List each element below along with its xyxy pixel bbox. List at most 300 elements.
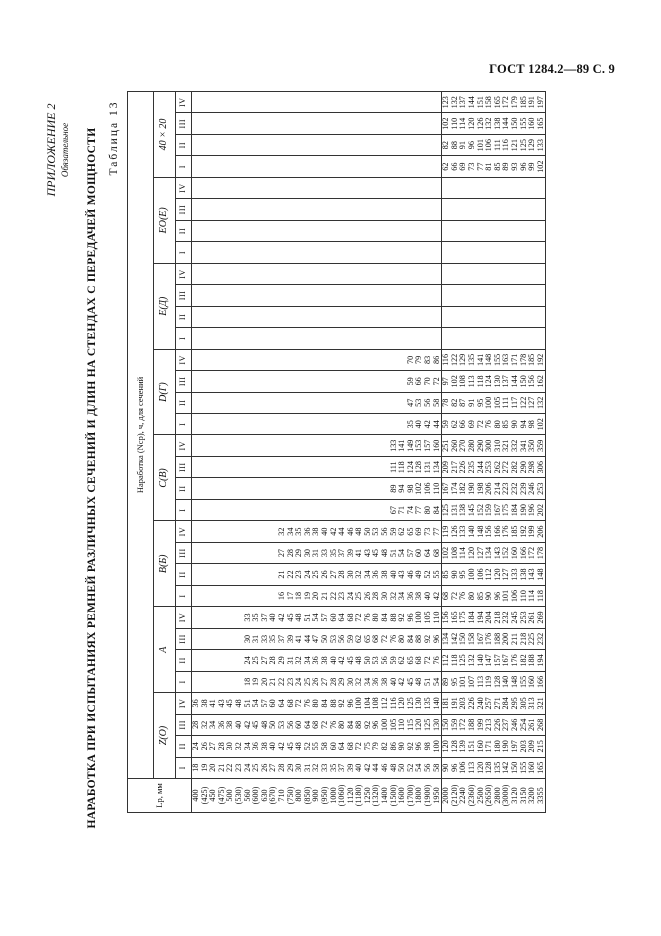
value-text: 125 bbox=[458, 654, 468, 667]
value-text: 135 bbox=[467, 353, 476, 366]
value-text: 79 bbox=[414, 355, 424, 364]
value-text: 84 bbox=[319, 699, 329, 708]
value-text: 105 bbox=[388, 718, 398, 731]
value-text: 244 bbox=[475, 461, 485, 474]
value-text: 31 bbox=[285, 656, 295, 665]
value-text: 102 bbox=[449, 375, 459, 388]
value-text bbox=[192, 93, 201, 111]
value-text: 166 bbox=[518, 546, 528, 560]
value-text: 114 bbox=[527, 590, 537, 603]
value-cell bbox=[192, 285, 442, 306]
value-text: 261 bbox=[527, 611, 537, 624]
length-value: 560 bbox=[242, 789, 252, 802]
value-text: 27 bbox=[259, 656, 269, 665]
class-header: II bbox=[176, 134, 192, 155]
value-cell bbox=[442, 714, 546, 735]
value-text: 132 bbox=[484, 117, 494, 130]
value-text: 64 bbox=[337, 613, 347, 622]
class-header: II bbox=[176, 306, 192, 327]
value-text: 93 bbox=[509, 162, 519, 171]
value-text: 120 bbox=[475, 761, 485, 774]
value-text: 89 bbox=[388, 484, 398, 493]
group-header: Наработка (Nср), ч, для сечений bbox=[128, 92, 154, 779]
value-cell bbox=[442, 628, 546, 649]
class-header: II bbox=[176, 736, 192, 757]
value-text: 82 bbox=[449, 398, 459, 407]
length-value: 3200 bbox=[527, 787, 537, 804]
value-text: 295 bbox=[509, 697, 519, 710]
value-text: 59 bbox=[345, 634, 355, 644]
length-cell bbox=[442, 779, 546, 813]
value-text: 124 bbox=[405, 461, 415, 474]
value-text: 46 bbox=[345, 527, 355, 536]
value-text: 305 bbox=[518, 697, 528, 710]
value-text: 272 bbox=[501, 461, 511, 474]
value-text: 68 bbox=[371, 634, 381, 644]
value-text: 111 bbox=[388, 461, 398, 474]
value-text: 52 bbox=[302, 742, 312, 751]
length-value: 1400 bbox=[380, 787, 390, 804]
value-text: 56 bbox=[380, 527, 390, 536]
value-text: 70 bbox=[423, 377, 433, 386]
value-text bbox=[192, 308, 201, 326]
value-text: 69 bbox=[414, 527, 424, 536]
value-text: 155 bbox=[518, 117, 528, 130]
value-text: 118 bbox=[475, 375, 485, 388]
class-header: III bbox=[176, 542, 192, 563]
length-value: 710 bbox=[276, 789, 286, 802]
value-text: 60 bbox=[414, 548, 424, 558]
value-text: 44 bbox=[337, 527, 347, 536]
value-text: 180 bbox=[492, 740, 502, 753]
value-text: 245 bbox=[509, 611, 519, 624]
value-text: 112 bbox=[441, 654, 451, 667]
value-text: 135 bbox=[492, 761, 502, 774]
value-text: 185 bbox=[527, 353, 537, 366]
value-text: 203 bbox=[458, 697, 468, 710]
value-text bbox=[442, 329, 451, 347]
value-text: 119 bbox=[441, 525, 451, 538]
length-value: (2120) bbox=[449, 784, 459, 807]
value-text: 157 bbox=[423, 439, 433, 452]
value-text: 54 bbox=[414, 763, 424, 772]
value-text: 269 bbox=[535, 611, 545, 624]
value-text: 27 bbox=[268, 763, 278, 772]
value-text: 67 bbox=[388, 506, 398, 515]
value-text: 120 bbox=[414, 718, 424, 731]
value-text: 341 bbox=[518, 439, 528, 452]
value-text: 125 bbox=[405, 697, 415, 710]
value-text: 59 bbox=[405, 377, 415, 386]
value-text: 45 bbox=[405, 677, 415, 686]
value-text: 134 bbox=[431, 461, 441, 474]
value-text: 62 bbox=[397, 656, 407, 665]
value-text: 25 bbox=[251, 763, 261, 772]
value-text: 21 bbox=[319, 591, 329, 601]
value-text: 45 bbox=[371, 548, 381, 558]
value-text: 18 bbox=[294, 591, 304, 601]
value-text: 110 bbox=[397, 718, 407, 731]
value-text: 36 bbox=[405, 591, 415, 601]
length-value: 1600 bbox=[397, 787, 407, 804]
value-text: 147 bbox=[484, 654, 494, 667]
value-text: 69 bbox=[467, 420, 476, 429]
value-text: 29 bbox=[276, 656, 286, 665]
value-text: 141 bbox=[475, 353, 485, 366]
value-text: 44 bbox=[431, 420, 441, 429]
value-text: 190 bbox=[518, 504, 528, 517]
length-value: 3355 bbox=[535, 787, 545, 804]
value-text: 160 bbox=[475, 740, 485, 753]
value-text: 85 bbox=[492, 162, 502, 171]
value-text: 92 bbox=[397, 613, 407, 622]
value-text: 42 bbox=[242, 720, 252, 729]
value-text: 55 bbox=[311, 742, 321, 751]
value-text: 18 bbox=[242, 677, 252, 686]
value-text: 223 bbox=[501, 482, 511, 495]
value-text: 199 bbox=[527, 525, 537, 538]
value-text: 218 bbox=[518, 632, 528, 646]
value-text: 131 bbox=[423, 461, 433, 474]
value-text: 77 bbox=[431, 527, 441, 536]
value-text: 133 bbox=[509, 568, 519, 581]
value-text: 148 bbox=[535, 568, 545, 581]
value-text bbox=[442, 286, 451, 304]
value-text: 52 bbox=[423, 570, 433, 579]
value-text: 32 bbox=[294, 656, 304, 665]
value-text: 150 bbox=[441, 718, 451, 731]
appendix-label bbox=[44, 104, 72, 197]
value-text: 172 bbox=[501, 96, 511, 109]
value-text: 68 bbox=[431, 548, 441, 558]
value-text: 27 bbox=[319, 677, 329, 686]
value-text bbox=[192, 286, 201, 304]
value-text: 120 bbox=[467, 546, 476, 560]
value-text: 24 bbox=[294, 677, 304, 686]
value-text: 140 bbox=[501, 675, 511, 689]
value-text: 144 bbox=[467, 96, 476, 109]
class-header: IV bbox=[176, 177, 192, 198]
value-text: 26 bbox=[319, 570, 329, 579]
value-text: 88 bbox=[414, 634, 424, 644]
value-text: 28 bbox=[337, 570, 347, 579]
value-text: 76 bbox=[484, 420, 494, 429]
value-cell bbox=[442, 134, 546, 155]
value-text: 76 bbox=[458, 591, 468, 601]
value-text: 359 bbox=[535, 439, 545, 452]
value-text: 125 bbox=[518, 139, 528, 152]
section-header: EO(E) bbox=[154, 177, 176, 263]
value-text: 130 bbox=[492, 375, 502, 388]
value-text: 58 bbox=[431, 398, 441, 407]
value-text: 72 bbox=[354, 742, 364, 751]
value-text: 192 bbox=[535, 353, 545, 366]
value-text: 134 bbox=[441, 632, 451, 646]
value-text: 51 bbox=[388, 548, 398, 558]
value-text: 310 bbox=[492, 439, 502, 452]
value-text: 84 bbox=[345, 720, 355, 729]
value-text: 182 bbox=[458, 482, 468, 495]
value-text: 75 bbox=[362, 742, 372, 751]
value-text: 36 bbox=[302, 527, 312, 536]
length-value: (2650) bbox=[484, 784, 494, 807]
value-text: 128 bbox=[449, 740, 459, 753]
value-cell bbox=[192, 650, 442, 671]
value-text: 151 bbox=[467, 740, 476, 753]
value-text: 56 bbox=[337, 634, 347, 644]
value-cell bbox=[442, 199, 546, 220]
value-cell bbox=[442, 349, 546, 370]
value-text: 125 bbox=[423, 718, 433, 731]
value-text: 133 bbox=[388, 439, 398, 452]
value-text: 165 bbox=[492, 96, 502, 109]
value-text: 42 bbox=[328, 527, 338, 536]
value-text: 271 bbox=[492, 697, 502, 710]
value-text: 34 bbox=[302, 656, 312, 665]
value-text: 108 bbox=[371, 697, 381, 710]
value-text bbox=[442, 308, 451, 326]
length-value: 500 bbox=[225, 789, 235, 802]
value-text: 118 bbox=[535, 590, 545, 603]
value-text: 72 bbox=[319, 720, 329, 729]
value-text: 155 bbox=[518, 675, 528, 689]
value-text: 53 bbox=[414, 398, 424, 407]
value-text: 56 bbox=[380, 656, 390, 665]
value-cell bbox=[192, 693, 442, 714]
value-text: 42 bbox=[431, 591, 441, 601]
value-text: 16 bbox=[276, 591, 286, 601]
value-text: 44 bbox=[371, 763, 381, 772]
value-text: 44 bbox=[302, 634, 312, 644]
value-text: 24 bbox=[242, 656, 252, 665]
value-text: 105 bbox=[492, 396, 502, 409]
length-value: 1800 bbox=[414, 787, 424, 804]
value-text: 36 bbox=[311, 656, 321, 665]
value-text: 240 bbox=[475, 697, 485, 710]
value-cell bbox=[192, 499, 442, 520]
value-text: 96 bbox=[405, 613, 415, 622]
value-text: 144 bbox=[501, 117, 511, 130]
value-text: 268 bbox=[535, 718, 545, 731]
value-text: 28 bbox=[276, 763, 286, 772]
value-text: 97 bbox=[441, 377, 451, 386]
value-text: 22 bbox=[276, 677, 286, 686]
value-text: 32 bbox=[199, 720, 209, 729]
value-cell bbox=[442, 478, 546, 499]
value-text: 167 bbox=[475, 632, 485, 646]
value-text: 313 bbox=[527, 697, 537, 710]
value-text: 31 bbox=[311, 548, 321, 558]
value-text bbox=[442, 222, 451, 240]
value-cell bbox=[192, 736, 442, 757]
value-text: 40 bbox=[268, 742, 278, 751]
value-cell bbox=[442, 177, 546, 198]
value-text: 68 bbox=[345, 613, 355, 622]
table-row bbox=[442, 92, 546, 813]
value-text: 166 bbox=[492, 525, 502, 538]
value-text: 215 bbox=[535, 740, 545, 753]
value-cell bbox=[192, 628, 442, 649]
value-text: 96 bbox=[518, 162, 528, 171]
section-header: C(B) bbox=[154, 435, 176, 521]
value-text: 260 bbox=[449, 439, 459, 452]
value-text: 190 bbox=[501, 740, 511, 753]
value-text: 80 bbox=[492, 420, 502, 429]
value-text: 33 bbox=[259, 634, 269, 644]
value-text: 199 bbox=[475, 718, 485, 731]
value-text: 51 bbox=[302, 613, 312, 622]
length-value: 2240 bbox=[458, 787, 468, 804]
value-text: 48 bbox=[233, 699, 243, 708]
value-text: 68 bbox=[441, 591, 451, 601]
value-text: 197 bbox=[535, 96, 545, 109]
value-text: 232 bbox=[501, 611, 511, 624]
value-text: 137 bbox=[501, 375, 511, 388]
value-text: 226 bbox=[467, 697, 476, 710]
value-text: 79 bbox=[371, 742, 381, 751]
value-text: 22 bbox=[225, 763, 235, 772]
value-text: 59 bbox=[441, 420, 451, 429]
value-text: 60 bbox=[328, 742, 338, 751]
value-text: 155 bbox=[492, 353, 502, 366]
value-text: 246 bbox=[509, 718, 519, 731]
value-cell bbox=[192, 134, 442, 155]
value-text bbox=[442, 179, 451, 197]
section-header: 40 × 20 bbox=[154, 92, 176, 178]
value-text: 42 bbox=[362, 763, 372, 772]
value-cell bbox=[442, 607, 546, 628]
value-text: 96 bbox=[449, 763, 459, 772]
class-header: I bbox=[176, 671, 192, 692]
value-text: 257 bbox=[484, 697, 494, 710]
value-text: 57 bbox=[259, 699, 269, 708]
value-text: 87 bbox=[458, 398, 468, 407]
value-text: 25 bbox=[354, 591, 364, 601]
value-text: 148 bbox=[509, 675, 519, 689]
value-cell bbox=[442, 499, 546, 520]
value-text: 128 bbox=[484, 761, 494, 774]
value-text: 113 bbox=[475, 675, 485, 688]
value-text: 148 bbox=[475, 525, 485, 538]
value-cell bbox=[192, 671, 442, 692]
value-text: 152 bbox=[501, 546, 511, 560]
value-text: 332 bbox=[509, 439, 519, 452]
value-text: 40 bbox=[423, 591, 433, 601]
value-text: 27 bbox=[208, 742, 218, 751]
value-cell bbox=[192, 263, 442, 284]
value-text: 28 bbox=[191, 720, 200, 729]
section-header: A bbox=[154, 607, 176, 693]
value-text: 134 bbox=[484, 546, 494, 560]
value-text: 37 bbox=[337, 548, 347, 558]
value-text: 99 bbox=[527, 162, 537, 171]
value-text: 62 bbox=[441, 162, 451, 171]
class-header: I bbox=[176, 414, 192, 435]
value-text: 50 bbox=[268, 720, 278, 729]
value-text: 88 bbox=[449, 141, 459, 150]
value-text: 105 bbox=[423, 611, 433, 624]
value-text: 144 bbox=[509, 375, 519, 388]
value-text: 125 bbox=[441, 504, 451, 517]
value-text: 80 bbox=[423, 506, 433, 515]
value-cell bbox=[192, 414, 442, 435]
value-text: 185 bbox=[509, 525, 519, 538]
value-text: 124 bbox=[484, 375, 494, 388]
value-cell bbox=[192, 585, 442, 606]
value-text: 30 bbox=[380, 591, 390, 601]
value-text: 51 bbox=[242, 699, 252, 708]
value-text: 86 bbox=[431, 355, 441, 364]
value-text: 85 bbox=[475, 591, 485, 601]
value-text: 68 bbox=[285, 699, 295, 708]
length-value: (1060) bbox=[337, 784, 347, 807]
section-header: D(Г) bbox=[154, 349, 176, 435]
value-cell bbox=[192, 92, 442, 113]
value-text: 39 bbox=[345, 548, 355, 558]
value-text: 62 bbox=[449, 420, 459, 429]
value-text: 113 bbox=[467, 761, 476, 774]
value-text: 110 bbox=[518, 590, 528, 603]
value-text: 92 bbox=[423, 634, 433, 644]
value-text: 88 bbox=[388, 613, 398, 622]
value-text: 158 bbox=[484, 96, 494, 109]
value-text: 26 bbox=[259, 763, 269, 772]
value-text: 83 bbox=[423, 355, 433, 364]
value-text: 52 bbox=[405, 763, 415, 772]
length-value: 400 bbox=[191, 789, 200, 802]
value-text: 36 bbox=[371, 570, 381, 579]
value-text: 34 bbox=[362, 570, 372, 579]
value-text bbox=[442, 243, 451, 261]
value-text: 129 bbox=[458, 353, 468, 366]
value-text: 38 bbox=[225, 720, 235, 729]
value-text: 179 bbox=[509, 96, 519, 109]
value-text: 57 bbox=[319, 613, 329, 622]
value-text: 36 bbox=[216, 720, 226, 729]
class-header: I bbox=[176, 328, 192, 349]
value-cell bbox=[442, 371, 546, 392]
value-text: 198 bbox=[475, 482, 485, 495]
value-text: 129 bbox=[527, 139, 537, 152]
value-cell bbox=[192, 156, 442, 177]
class-header: IV bbox=[176, 607, 192, 628]
value-text: 46 bbox=[405, 570, 415, 579]
value-text: 120 bbox=[441, 740, 451, 753]
value-text: 163 bbox=[501, 353, 511, 366]
value-text: 122 bbox=[518, 396, 528, 409]
class-header: IV bbox=[176, 693, 192, 714]
value-text: 68 bbox=[345, 742, 355, 751]
value-text: 110 bbox=[431, 611, 441, 624]
value-text: 160 bbox=[527, 117, 537, 130]
value-text: 118 bbox=[397, 461, 407, 474]
appendix-title: ПРИЛОЖЕНИЕ 2 bbox=[44, 103, 58, 197]
value-text: 76 bbox=[431, 656, 441, 665]
value-text: 42 bbox=[337, 656, 347, 665]
value-text: 110 bbox=[449, 117, 459, 130]
value-text: 32 bbox=[233, 742, 243, 751]
value-cell bbox=[442, 542, 546, 563]
value-text: 120 bbox=[467, 117, 476, 130]
class-header: II bbox=[176, 220, 192, 241]
length-value: (1320) bbox=[371, 784, 381, 807]
value-text: 59 bbox=[388, 527, 398, 536]
value-text: 152 bbox=[475, 504, 485, 517]
length-value: (425) bbox=[199, 786, 209, 805]
value-text: 36 bbox=[371, 677, 381, 686]
value-text: 95 bbox=[458, 570, 468, 579]
length-value: (530) bbox=[233, 786, 243, 805]
